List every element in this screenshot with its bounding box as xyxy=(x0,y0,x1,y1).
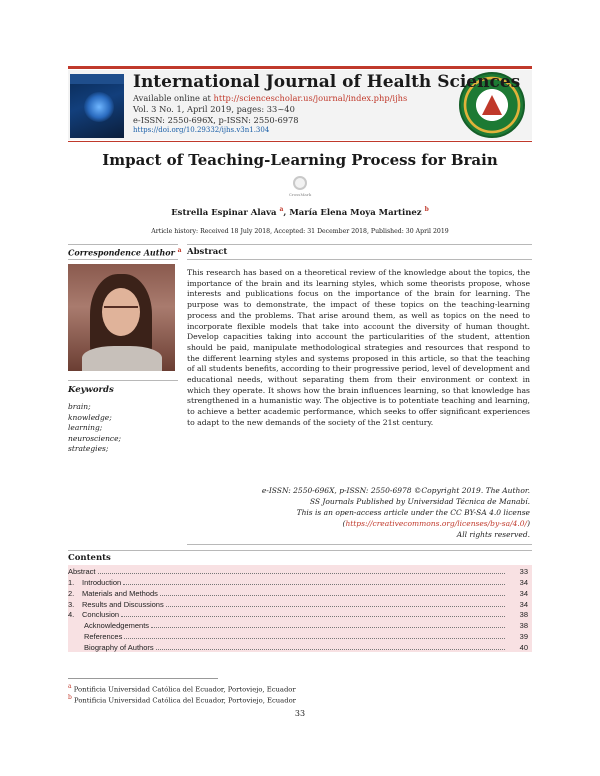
keyword-item: learning; xyxy=(68,423,103,432)
journal-volume: Vol. 3 No. 1, April 2019, pages: 33~40 xyxy=(133,104,295,114)
keyword-item: brain; xyxy=(68,402,91,411)
sidebar-heading-rule xyxy=(68,259,178,260)
abstract-body: This research has based on a theoretical review of the knowledge about the topics, the importance of the brain and its learning styles, which some theorists propose, whose interests and publications focus on the importance of the brain for learning. The purpose was to demonstrate, the impact of these topics on the teaching-learning process and the problems. That arise around them, as well as topics on the need to incorporate flexible models that take into account the diversity of human thought. Develop capacities taking into account the particularities of the student, attention should be paid, manipulate methodological strategies and resources that respond to the different learning styles and systems proposed in this article, so that the teaching of all students benefits, according to their progressive period, level of development and educational needs, without separating them from their environment or context in which they operate. It shows how the brain influences learning, so that knowledge has strengthened in a humanistic way. The objective is to potentiate teaching and learning, to achieve a better academic performance, which seeks to offer significant experiences to adapt to the new demands of the society of the 21st century. xyxy=(187,268,530,427)
footnote-rule xyxy=(68,678,218,679)
correspondence-label: Correspondence Author $^a$ xyxy=(68,247,182,258)
journal-cover-image xyxy=(70,74,124,138)
rights-reserved: All rights reserved. xyxy=(456,530,530,539)
header-bottom-rule xyxy=(68,141,532,142)
sidebar-top-rule xyxy=(68,244,178,245)
crossmark-icon[interactable] xyxy=(293,176,307,190)
toc-row[interactable]: Abstract 33 xyxy=(68,566,528,576)
toc-row[interactable]: Biography of Authors 40 xyxy=(84,643,528,653)
keyword-item: neuroscience; xyxy=(68,433,122,443)
article-title: Impact of Teaching-Learning Process for Brain xyxy=(102,151,498,169)
keywords-top-rule xyxy=(68,380,178,381)
toc-row[interactable]: 4. Conclusion 38 xyxy=(68,610,528,620)
header-top-rule xyxy=(68,66,532,69)
author-photo xyxy=(68,264,175,371)
author-line: Estrella Espinar Alava $^a$, María Elena Moya Martinez $^b$ xyxy=(171,206,429,218)
author-2: María Elena Moya Martinez xyxy=(289,207,422,218)
journal-url-link[interactable]: http://sciencescholar.us/journal/index.php/ijhs xyxy=(213,93,408,103)
license-publisher: SS Journals Published by Universidad Técnica de Manabí. xyxy=(309,497,530,506)
toc-row[interactable]: 2. Materials and Methods 34 xyxy=(68,588,528,598)
contents-top-rule xyxy=(68,550,532,551)
keyword-item: knowledge; xyxy=(68,412,112,422)
footnote-b: $^b$ Pontificia Universidad Católica del Ecuador, Portoviejo, Ecuador xyxy=(68,694,296,705)
page-number: 33 xyxy=(294,709,306,718)
keywords-list xyxy=(68,402,121,455)
journal-title: International Journal of Health Sciences xyxy=(133,72,521,92)
crossmark-label: CrossMark xyxy=(288,192,312,197)
abstract-bottom-rule xyxy=(187,544,532,545)
article-history: Article history: Received 18 July 2018, Accepted: 31 December 2018, Published: 30 April 2019 xyxy=(151,228,449,235)
contents-heading: Contents xyxy=(68,553,111,563)
doi-link[interactable]: https://doi.org/10.29332/ijhs.v3n1.304 xyxy=(133,126,270,134)
license-url-link[interactable]: https://creativecommons.org/licenses/by-sa/4.0/ xyxy=(345,519,528,528)
keywords-heading: Keywords xyxy=(68,385,114,395)
license-issn: e-ISSN: 2550-696X, p-ISSN: 2550-6978 ©Copyright 2019. The Author. xyxy=(261,486,530,495)
toc-row[interactable]: References 39 xyxy=(84,632,528,642)
license-statement: This is an open-access article under the CC BY-SA 4.0 license xyxy=(296,508,530,517)
table-of-contents xyxy=(68,565,532,652)
toc-row[interactable]: Acknowledgements 38 xyxy=(84,621,528,631)
footnote-a: $^a$ Pontificia Universidad Católica del Ecuador, Portoviejo, Ecuador xyxy=(68,683,296,694)
license-url-line: (https://creativecommons.org/licenses/by-sa/4.0/) xyxy=(342,519,530,528)
journal-issn: e-ISSN: 2550-696X, p-ISSN: 2550-6978 xyxy=(133,115,299,125)
abstract-top-rule xyxy=(187,244,532,245)
abstract-heading-rule xyxy=(187,259,532,260)
toc-row[interactable]: 1. Introduction 34 xyxy=(68,577,528,587)
keyword-item: strategies; xyxy=(68,444,109,453)
available-online: Available online at http://sciencescholar.us/journal/index.php/ijhs xyxy=(133,93,408,103)
toc-row[interactable]: 3. Results and Discussions 34 xyxy=(68,599,528,609)
author-1: Estrella Espinar Alava xyxy=(171,207,277,218)
abstract-heading: Abstract xyxy=(187,247,228,257)
